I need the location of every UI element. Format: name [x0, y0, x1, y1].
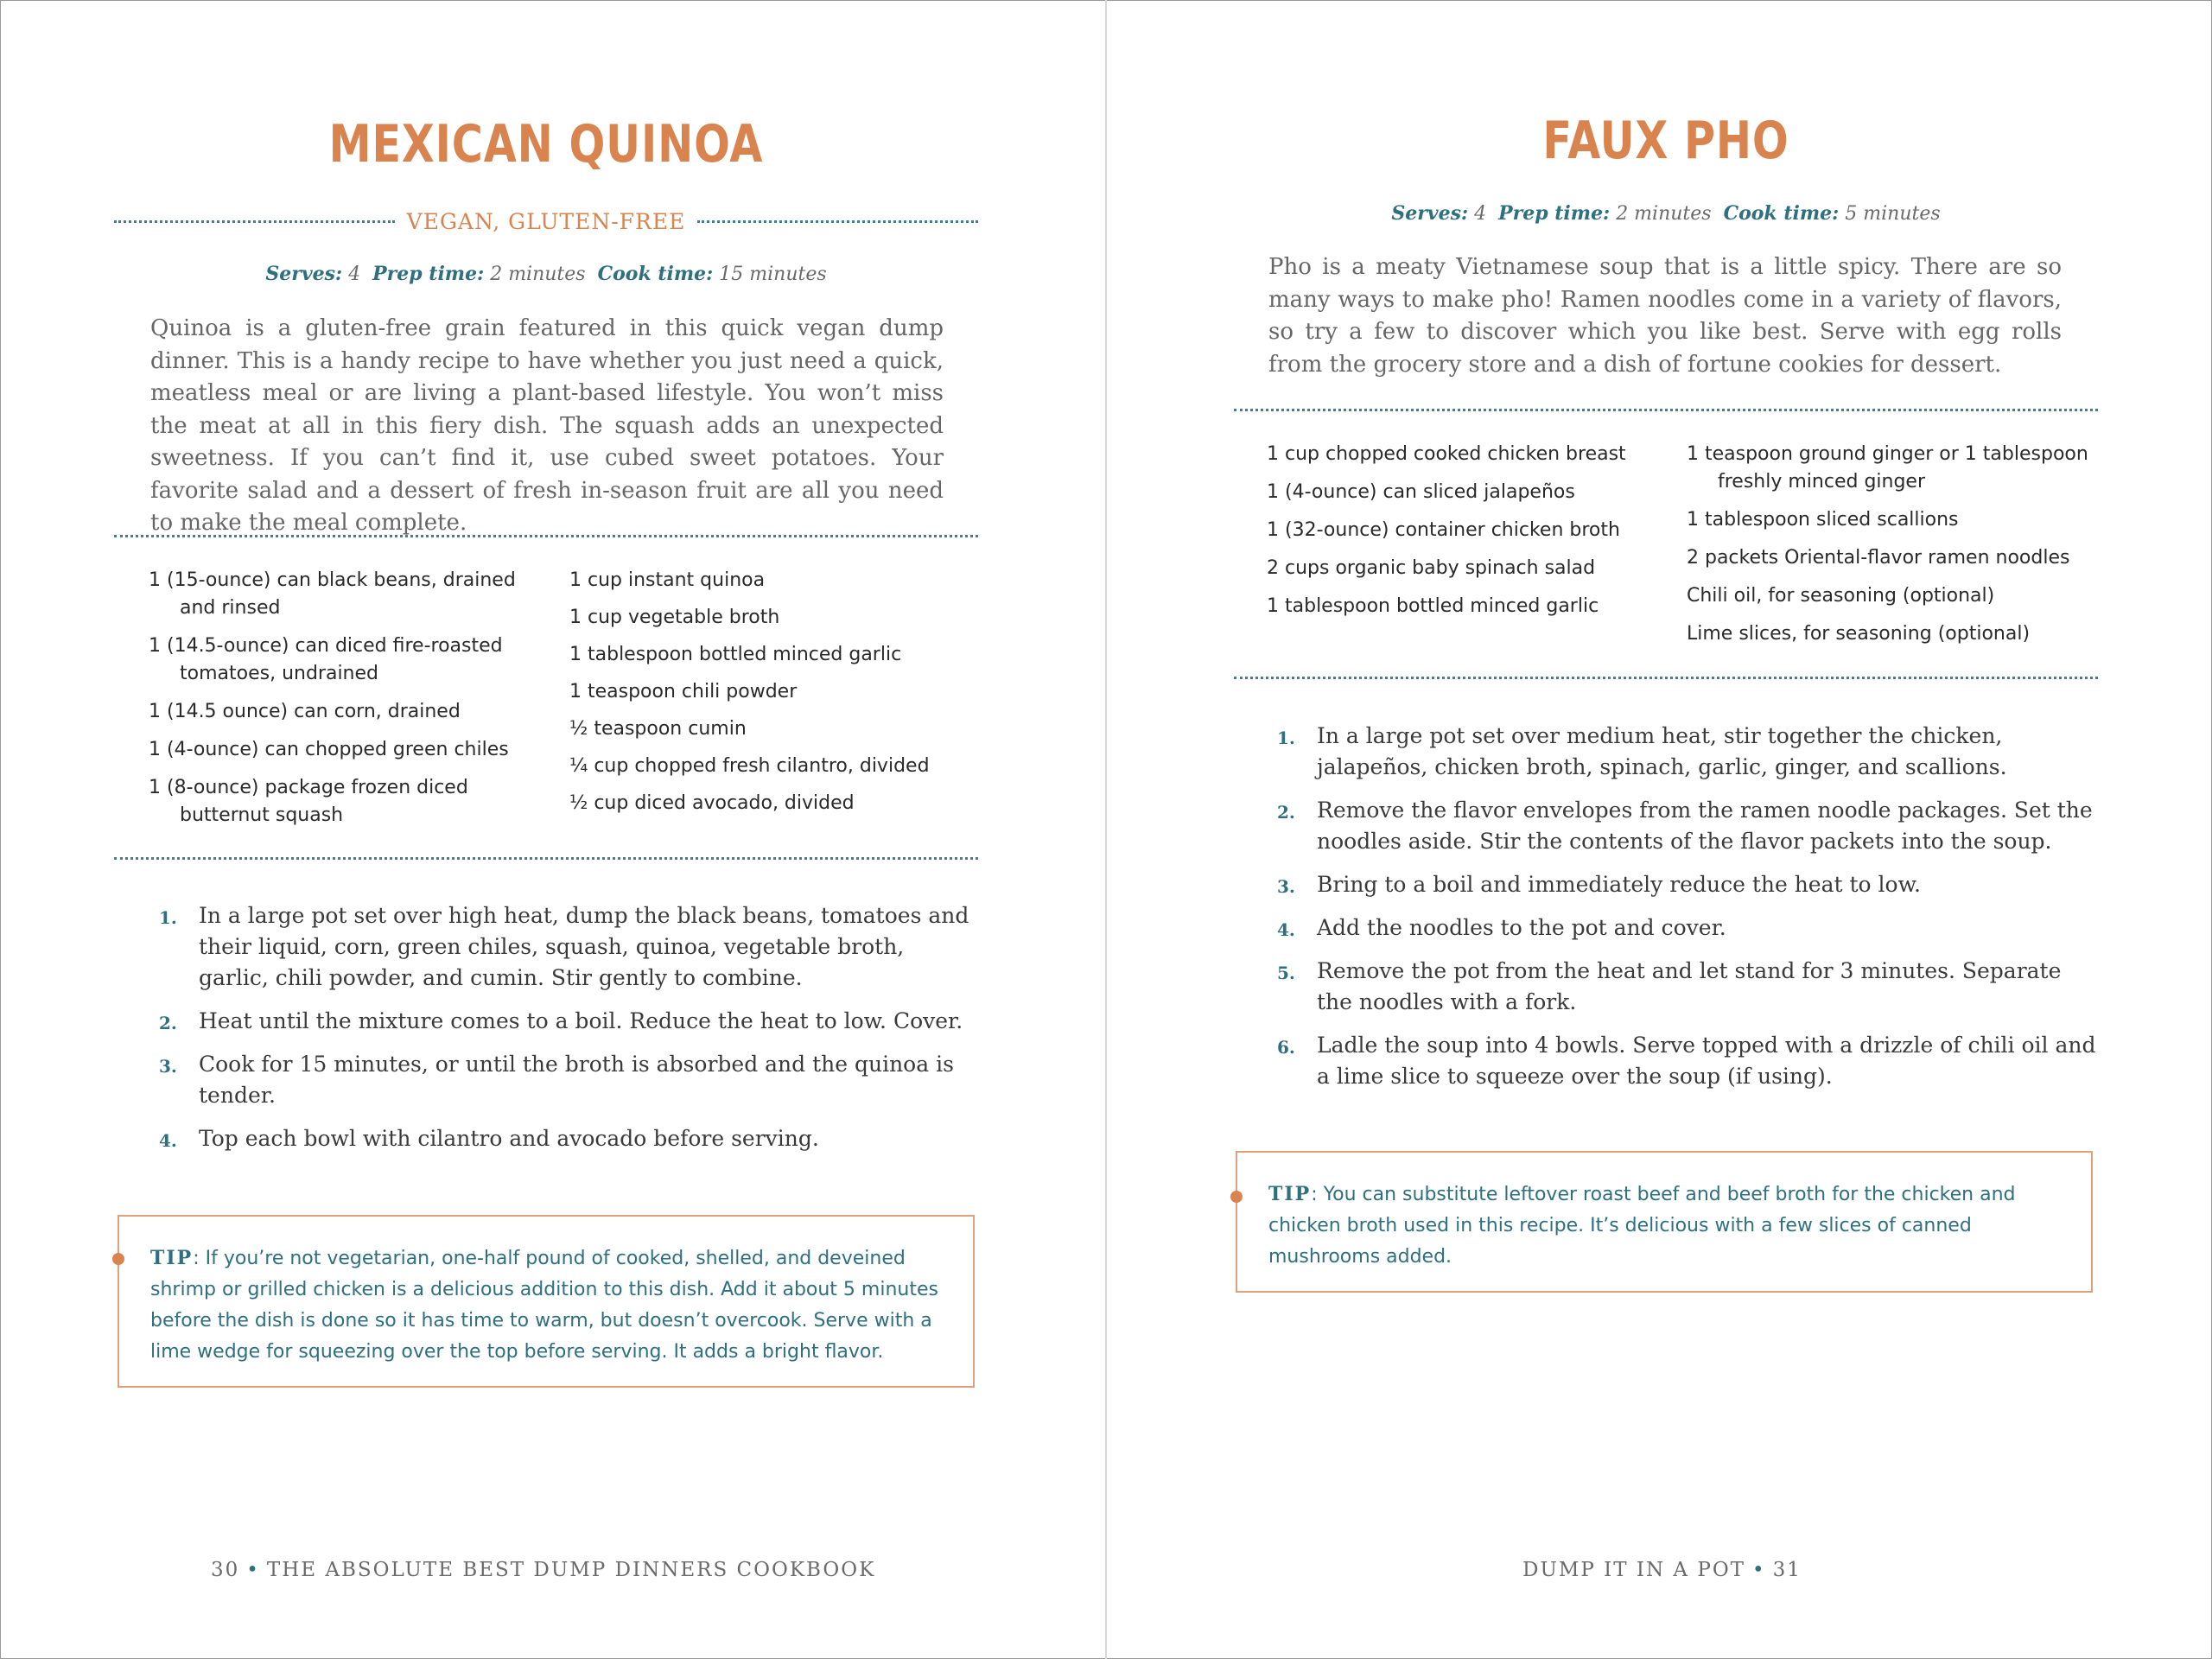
- direction-step: [150, 1123, 980, 1154]
- dotted-rule: [114, 857, 978, 860]
- ingredient-item: 1 (4-ounce) can chopped green chiles: [149, 739, 509, 760]
- step-text: Top each bowl with cilantro and avocado before serving.: [199, 1126, 819, 1151]
- ingredient-item: 1 (14.5 ounce) can corn, drained: [149, 701, 461, 722]
- ingredient-item: 1 tablespoon bottled minced garlic: [569, 644, 902, 665]
- step-text: Remove the flavor envelopes from the ramen noodle packages. Set the noodles aside. Stir the contents of the flavor packets into the soup.: [1317, 798, 2093, 854]
- dotted-rule: [1234, 677, 2098, 679]
- page-footer: [211, 1559, 875, 1581]
- prep-value: 2 minutes: [490, 264, 586, 285]
- direction-step: [150, 900, 980, 994]
- tip-label: TIP: [1268, 1183, 1312, 1205]
- tip-box: [118, 1215, 975, 1388]
- ingredient-item: 1 (4-ounce) can sliced jalapeños: [1267, 481, 1575, 503]
- recipe-title: FAUX PHO: [1542, 111, 1789, 171]
- serves-value: 4: [348, 264, 361, 285]
- step-number: 4.: [159, 1130, 177, 1151]
- ingredients-column-1: [149, 567, 555, 840]
- cook-value: 15 minutes: [719, 264, 827, 285]
- direction-step: [1268, 912, 2098, 944]
- serves-value: 4: [1474, 203, 1487, 225]
- ingredient-item: 1 cup instant quinoa: [569, 569, 766, 591]
- ingredient-item: ½ cup diced avocado, divided: [569, 792, 855, 814]
- tip-body: : If you’re not vegetarian, one-half pound of cooked, shelled, and deveined shrimp or grilled chicken is a delicious addition to this dish. Add it about 5 minutes before the dish is done so it has time to warm, but doesn’t overcook. Serve with a lime wedge for squeezing over the top before serving. It adds a bright flavor.: [150, 1248, 938, 1363]
- ingredient-item: 2 packets Oriental-flavor ramen noodles: [1687, 547, 2070, 569]
- prep-value: 2 minutes: [1616, 203, 1712, 225]
- step-text: Ladle the soup into 4 bowls. Serve topped with a drizzle of chili oil and a lime slice to squeeze over the soup (if using).: [1317, 1033, 2096, 1089]
- direction-step: [1268, 869, 2098, 900]
- recipe-meta: [114, 263, 978, 285]
- recipe-intro: Quinoa is a gluten-free grain featured in this quick vegan dump dinner. This is a handy recipe to have whether you just need a quick, meatless meal or are living a plant-based lifestyle. You won’t miss the meat at all in this fiery dish. The squash adds an unexpected sweetness. If you can’t find it, use cubed sweet potatoes. Your favorite salad and a dessert of fresh in-season fruit are all you need to make the meal complete.: [150, 315, 944, 536]
- tip-text: [150, 1243, 954, 1368]
- direction-step: [1268, 721, 2098, 783]
- dotted-rule: [114, 535, 978, 537]
- cook-label: Cook time:: [1723, 202, 1840, 225]
- step-text: In a large pot set over medium heat, stir together the chicken, jalapeños, chicken broth, spinach, garlic, ginger, and scallions.: [1317, 723, 2007, 779]
- directions-list: [1268, 721, 2098, 1104]
- direction-step: [1268, 1030, 2098, 1092]
- prep-label: Prep time:: [1498, 202, 1611, 225]
- step-number: 3.: [1277, 876, 1295, 897]
- footer-bullet-icon: •: [1752, 1559, 1766, 1581]
- ingredient-item: Chili oil, for seasoning (optional): [1687, 585, 1995, 607]
- step-text: Bring to a boil and immediately reduce the heat to low.: [1317, 872, 1921, 897]
- ingredient-item: 2 cups organic baby spinach salad: [1267, 557, 1596, 579]
- page-footer: [1522, 1559, 1802, 1581]
- recipe-title: MEXICAN QUINOA: [328, 114, 764, 175]
- page-number: 30: [211, 1559, 240, 1581]
- step-number: 6.: [1277, 1037, 1295, 1058]
- step-text: Cook for 15 minutes, or until the broth is absorbed and the quinoa is tender.: [199, 1052, 954, 1108]
- ingredient-item: Lime slices, for seasoning (optional): [1687, 623, 2031, 645]
- right-page: [1234, 0, 2098, 1659]
- tip-bullet-icon: [112, 1253, 124, 1265]
- ingredient-item: 1 teaspoon chili powder: [569, 681, 798, 702]
- step-number: 2.: [159, 1013, 177, 1033]
- recipe-meta: [1234, 202, 2098, 225]
- ingredient-item: 1 teaspoon ground ginger or 1 tablespoon freshly minced ginger: [1687, 443, 2088, 493]
- step-text: Remove the pot from the heat and let stand for 3 minutes. Separate the noodles with a fork.: [1317, 958, 2062, 1014]
- footer-section-title: DUMP IT IN A POT: [1522, 1559, 1746, 1581]
- ingredient-item: 1 cup chopped cooked chicken breast: [1267, 443, 1626, 465]
- direction-step: [150, 1049, 980, 1111]
- ingredient-item: 1 (8-ounce) package frozen diced butternut squash: [149, 777, 468, 826]
- serves-label: Serves:: [265, 263, 343, 285]
- cook-label: Cook time:: [597, 263, 714, 285]
- ingredients-column-1: [1267, 441, 1664, 631]
- prep-label: Prep time:: [372, 263, 485, 285]
- step-number: 1.: [159, 907, 177, 928]
- subtitle-row: [114, 204, 978, 238]
- tip-box: [1236, 1151, 2093, 1293]
- ingredient-item: 1 (32-ounce) container chicken broth: [1267, 519, 1620, 541]
- directions-list: [150, 900, 980, 1166]
- tip-body: : You can substitute leftover roast beef and beef broth for the chicken and chicken broth used in this recipe. It’s delicious with a few slices of canned mushrooms added.: [1268, 1184, 2016, 1268]
- direction-step: [1268, 956, 2098, 1018]
- dotted-rule: [114, 220, 395, 223]
- gutter: [1105, 0, 1107, 1659]
- direction-step: [150, 1006, 980, 1037]
- dotted-rule: [1234, 409, 2098, 411]
- recipe-intro: Pho is a meaty Vietnamese soup that is a little spicy. There are so many ways to make pho! Ramen noodles come in a variety of flavors, so try a few to discover which you like best. Serve with egg rolls from the grocery store and a dish of fortune cookies for dessert.: [1268, 254, 2062, 378]
- serves-label: Serves:: [1391, 202, 1469, 225]
- ingredients-column-2: [1687, 441, 2098, 658]
- footer-book-title: THE ABSOLUTE BEST DUMP DINNERS COOKBOOK: [266, 1559, 876, 1581]
- dotted-rule: [697, 220, 978, 223]
- direction-step: [1268, 795, 2098, 857]
- step-number: 1.: [1277, 728, 1295, 748]
- ingredient-item: ¼ cup chopped fresh cilantro, divided: [569, 755, 930, 777]
- tip-bullet-icon: [1230, 1191, 1243, 1203]
- diet-subtitle: VEGAN, GLUTEN-FREE: [406, 208, 686, 234]
- step-number: 2.: [1277, 802, 1295, 823]
- ingredient-item: 1 (15-ounce) can black beans, drained and rinsed: [149, 569, 516, 619]
- step-number: 3.: [159, 1056, 177, 1077]
- ingredient-item: 1 (14.5-ounce) can diced fire-roasted tomatoes, undrained: [149, 635, 503, 684]
- tip-text: [1268, 1179, 2046, 1273]
- step-text: Heat until the mixture comes to a boil. Reduce the heat to low. Cover.: [199, 1008, 963, 1033]
- step-text: Add the noodles to the pot and cover.: [1317, 915, 1726, 940]
- tip-label: TIP: [150, 1247, 194, 1269]
- ingredient-item: 1 tablespoon bottled minced garlic: [1267, 595, 1599, 617]
- page-number: 31: [1772, 1559, 1802, 1581]
- ingredients-column-2: [569, 567, 976, 827]
- ingredient-item: 1 cup vegetable broth: [569, 607, 780, 628]
- footer-bullet-icon: •: [246, 1559, 260, 1581]
- ingredient-item: ½ teaspoon cumin: [569, 718, 747, 740]
- ingredient-item: 1 tablespoon sliced scallions: [1687, 509, 1959, 531]
- step-number: 4.: [1277, 919, 1295, 940]
- step-text: In a large pot set over high heat, dump the black beans, tomatoes and their liquid, corn, green chiles, squash, quinoa, vegetable broth, garlic, chili powder, and cumin. Stir gently to combine.: [199, 903, 969, 990]
- step-number: 5.: [1277, 963, 1295, 983]
- left-page: [114, 0, 978, 1659]
- cook-value: 5 minutes: [1845, 203, 1941, 225]
